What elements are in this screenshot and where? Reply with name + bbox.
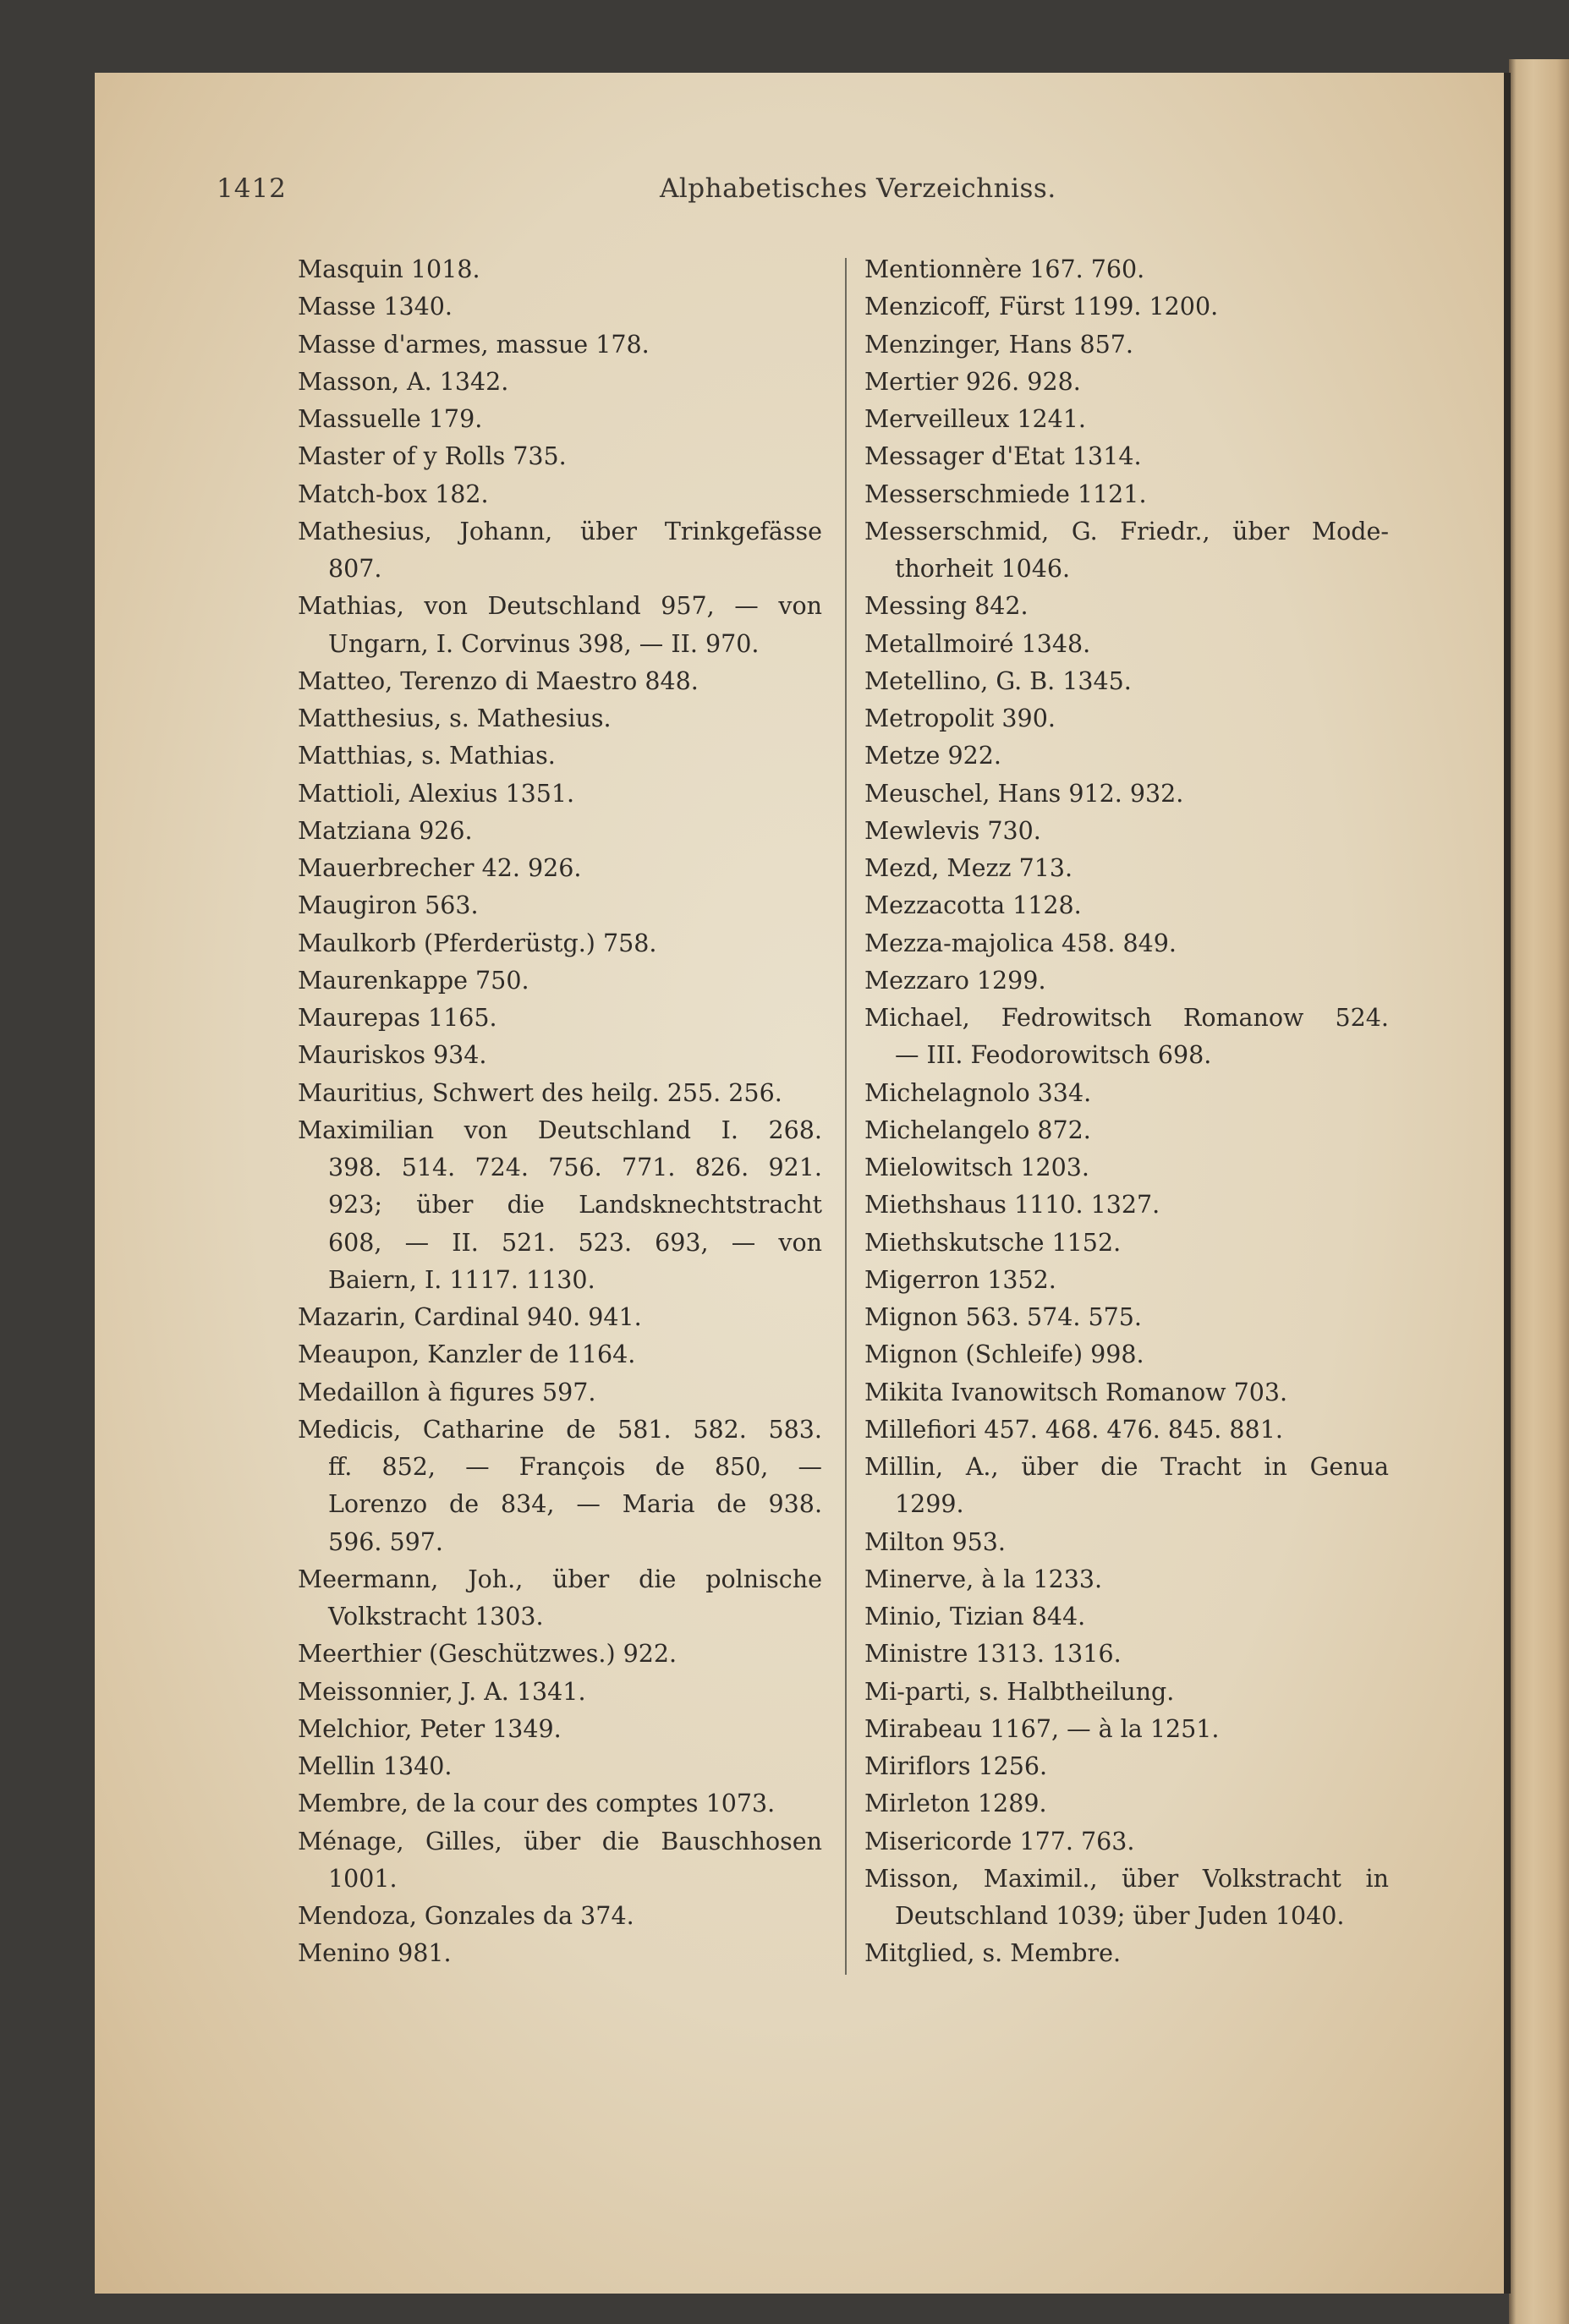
index-entry-line: Mertier 926. 928. <box>864 367 1081 396</box>
index-entry <box>864 1112 1389 1149</box>
index-entry <box>864 1225 1389 1262</box>
index-entry <box>864 1075 1389 1112</box>
index-entry-line: Mikita Ivanowitsch Romanow 703. <box>864 1378 1288 1406</box>
index-entry-line: Mirabeau 1167, — à la 1251. <box>864 1714 1220 1743</box>
index-entry <box>864 663 1389 700</box>
index-entry-line: Mezzacotta 1128. <box>864 891 1082 920</box>
index-entry <box>298 1000 822 1037</box>
index-entry <box>298 1075 822 1112</box>
index-entry <box>298 1636 822 1673</box>
index-entry <box>864 813 1389 850</box>
index-entry <box>864 1674 1389 1711</box>
index-entry-line: Meerthier (Geschützwes.) 922. <box>298 1640 678 1669</box>
index-entry <box>864 1262 1389 1299</box>
index-entry-line: Mauerbrecher 42. 926. <box>298 854 582 882</box>
index-entry <box>298 1037 822 1074</box>
index-entry <box>298 1823 822 1899</box>
index-entry-line: Mauriskos 934. <box>298 1041 487 1070</box>
index-entry <box>864 1374 1389 1411</box>
index-entry-line: Messerschmid, G. Friedr., über Mode- <box>864 517 1389 545</box>
index-entry <box>298 813 822 850</box>
index-entry <box>298 1785 822 1822</box>
index-entry-line: Mi-parti, s. Halbtheilung. <box>864 1677 1175 1706</box>
index-entry-continuation: Lorenzo de 834, — Maria de 938. <box>328 1490 822 1519</box>
index-entry-line: Messing 842. <box>864 592 1029 621</box>
index-entry-line: Messerschmiede 1121. <box>864 480 1147 508</box>
index-entry <box>864 1823 1389 1861</box>
index-entry <box>298 887 822 924</box>
page-edge-shadow <box>1504 73 1511 2294</box>
index-entry <box>298 251 822 288</box>
index-entry-line: Millin, A., über die Tracht in Genua <box>864 1453 1389 1481</box>
index-entry <box>864 1935 1389 1972</box>
running-title: Alphabetisches Verzeichniss. <box>660 173 1056 204</box>
index-entry <box>298 364 822 401</box>
index-entry-line: Matziana 926. <box>298 816 473 845</box>
index-entry-line: Miethskutsche 1152. <box>864 1228 1122 1257</box>
index-entry <box>864 626 1389 663</box>
index-entry-line: Metallmoiré 1348. <box>864 629 1091 658</box>
column-divider <box>845 258 847 1975</box>
page-number: 1412 <box>217 173 287 204</box>
index-entry-line: Mezzaro 1299. <box>864 966 1046 995</box>
index-entry-line: Masse 1340. <box>298 293 453 321</box>
index-entry <box>298 1748 822 1785</box>
index-entry <box>864 776 1389 813</box>
index-entry <box>298 962 822 1000</box>
index-entry <box>298 1935 822 1972</box>
index-entry-line: Menino 981. <box>298 1939 452 1968</box>
index-entry-line: Mirleton 1289. <box>864 1790 1047 1818</box>
index-entry <box>298 1299 822 1336</box>
index-entry <box>864 1524 1389 1561</box>
index-entry <box>864 925 1389 962</box>
index-entry-line: Ministre 1313. 1316. <box>864 1640 1122 1669</box>
index-entry-continuation: 923; über die Landsknechtstracht <box>328 1191 822 1220</box>
index-entry-line: Mattioli, Alexius 1351. <box>298 779 575 808</box>
index-entry <box>864 700 1389 737</box>
index-entry <box>864 1449 1389 1524</box>
index-entry-line: Mezza-majolica 458. 849. <box>864 929 1177 957</box>
index-entry-continuation: 398. 514. 724. 756. 771. 826. 921. <box>328 1154 822 1181</box>
index-entry-line: Metze 922. <box>864 742 1001 770</box>
index-entry-line: Messager d'Etat 1314. <box>864 442 1142 471</box>
index-entry-continuation: 608, — II. 521. 523. 693, — von <box>328 1228 822 1257</box>
index-entry-line: Migerron 1352. <box>864 1265 1056 1294</box>
index-entry-line: Ménage, Gilles, über die Bauschhosen <box>298 1827 822 1855</box>
index-entry-line: Metropolit 390. <box>864 704 1056 732</box>
index-entry <box>864 1336 1389 1373</box>
index-column-left <box>298 251 822 1973</box>
index-entry-line: Millefiori 457. 468. 476. 845. 881. <box>864 1415 1283 1444</box>
index-entry <box>298 476 822 513</box>
index-entry-line: Meuschel, Hans 912. 932. <box>864 779 1184 808</box>
index-entry <box>298 850 822 887</box>
index-entry-line: Master of y Rolls 735. <box>298 442 567 471</box>
index-entry <box>864 1561 1389 1598</box>
index-entry-continuation: ff. 852, — François de 850, — <box>328 1453 822 1481</box>
index-entry-line: Maurepas 1165. <box>298 1004 497 1032</box>
index-entry <box>864 476 1389 513</box>
index-entry <box>298 588 822 663</box>
index-entry-line: Mathesius, Johann, über Trinkgefässe <box>298 517 822 545</box>
index-entry-line: Metellino, G. B. 1345. <box>864 666 1132 695</box>
index-entry-line: Miriflors 1256. <box>864 1752 1048 1780</box>
index-entry-line: Medaillon à figures 597. <box>298 1378 596 1406</box>
index-entry-continuation: Deutschland 1039; über Juden 1040. <box>895 1902 1345 1930</box>
index-entry-line: Meaupon, Kanzler de 1164. <box>298 1340 636 1369</box>
index-entry-line: Milton 953. <box>864 1527 1006 1556</box>
index-entry <box>298 1561 822 1636</box>
index-entry-line: Michelangelo 872. <box>864 1115 1091 1144</box>
index-entry-continuation: Ungarn, I. Corvinus 398, — II. 970. <box>328 629 760 658</box>
index-entry <box>864 1598 1389 1636</box>
index-entry-line: Misericorde 177. 763. <box>864 1827 1135 1855</box>
index-entry-continuation: 596. 597. <box>328 1527 443 1556</box>
index-entry-line: Mazarin, Cardinal 940. 941. <box>298 1303 642 1331</box>
index-entry-line: Mewlevis 730. <box>864 816 1041 845</box>
index-entry-line: Michael, Fedrowitsch Romanow 524. <box>864 1004 1389 1032</box>
index-entry-line: Maulkorb (Pferderüstg.) 758. <box>298 929 657 957</box>
index-entry <box>864 251 1389 288</box>
index-entry <box>864 1411 1389 1449</box>
index-entry <box>864 962 1389 1000</box>
index-entry <box>864 1187 1389 1224</box>
index-entry-line: Mezd, Mezz 713. <box>864 854 1073 882</box>
index-entry <box>298 700 822 737</box>
index-entry-line: Menzicoff, Fürst 1199. 1200. <box>864 293 1219 321</box>
index-column-right <box>864 251 1389 1973</box>
index-entry-line: Meissonnier, J. A. 1341. <box>298 1677 586 1706</box>
index-entry-line: Merveilleux 1241. <box>864 405 1086 433</box>
index-entry <box>298 1411 822 1561</box>
index-entry-line: Maximilian von Deutschland I. 268. <box>298 1115 822 1144</box>
page-header <box>0 173 1569 216</box>
index-entry-continuation: 1001. <box>328 1864 398 1893</box>
index-entry <box>864 1711 1389 1748</box>
index-entry <box>298 663 822 700</box>
index-entry <box>298 1674 822 1711</box>
index-entry <box>864 1861 1389 1936</box>
index-entry-line: Match-box 182. <box>298 480 489 508</box>
index-entry-continuation: thorheit 1046. <box>895 555 1071 583</box>
index-entry <box>864 887 1389 924</box>
index-entry <box>864 1000 1389 1075</box>
index-entry-line: Mignon (Schleife) 998. <box>864 1340 1144 1369</box>
index-entry <box>864 326 1389 364</box>
index-entry <box>864 850 1389 887</box>
index-entry <box>864 737 1389 775</box>
index-entry <box>298 401 822 438</box>
index-entry <box>298 737 822 775</box>
index-entry-line: Masquin 1018. <box>298 255 480 283</box>
index-entry-line: Membre, de la cour des comptes 1073. <box>298 1790 776 1818</box>
index-entry-line: Melchior, Peter 1349. <box>298 1714 562 1743</box>
index-entry <box>298 776 822 813</box>
index-entry-line: Medicis, Catharine de 581. 582. 583. <box>298 1415 822 1444</box>
index-entry <box>298 438 822 475</box>
adjacent-page-edge <box>1509 59 1569 2324</box>
index-entry-line: Maurenkappe 750. <box>298 966 529 995</box>
index-entry <box>298 1711 822 1748</box>
index-entry-line: Meermann, Joh., über die polnische <box>298 1565 822 1593</box>
index-entry-line: Mielowitsch 1203. <box>864 1154 1089 1181</box>
index-entry <box>864 438 1389 475</box>
index-entry <box>298 1898 822 1935</box>
index-entry <box>864 1149 1389 1187</box>
index-entry <box>298 1112 822 1299</box>
index-entry-line: Minio, Tizian 844. <box>864 1603 1086 1631</box>
index-entry-line: Maugiron 563. <box>298 891 479 920</box>
index-entry-line: Mauritius, Schwert des heilg. 255. 256. <box>298 1078 782 1107</box>
index-entry-line: Masse d'armes, massue 178. <box>298 330 650 359</box>
index-entry <box>864 513 1389 589</box>
index-entry-line: Masson, A. 1342. <box>298 367 509 396</box>
index-entry-line: Matteo, Terenzo di Maestro 848. <box>298 666 699 695</box>
index-entry-line: Mentionnère 167. 760. <box>864 255 1145 283</box>
index-entry-continuation: Baiern, I. 1117. 1130. <box>328 1265 595 1294</box>
index-entry-line: Mitglied, s. Membre. <box>864 1939 1122 1968</box>
index-entry-line: Menzinger, Hans 857. <box>864 330 1133 359</box>
index-entry-continuation: 1299. <box>895 1490 964 1519</box>
index-entry <box>298 1336 822 1373</box>
index-entry <box>864 1785 1389 1822</box>
index-entry-continuation: 807. <box>328 555 382 583</box>
index-entry-line: Miethshaus 1110. 1327. <box>864 1191 1160 1220</box>
index-entry-line: Mignon 563. 574. 575. <box>864 1303 1142 1331</box>
index-entry-continuation: — III. Feodorowitsch 698. <box>895 1041 1212 1070</box>
index-entry-continuation: Volkstracht 1303. <box>328 1603 544 1631</box>
index-entry-line: Matthias, s. Mathias. <box>298 742 556 770</box>
index-entry-line: Michelagnolo 334. <box>864 1078 1092 1107</box>
index-entry-line: Misson, Maximil., über Volkstracht in <box>864 1864 1389 1893</box>
index-entry <box>298 1374 822 1411</box>
index-entry-line: Mendoza, Gonzales da 374. <box>298 1902 634 1930</box>
index-entry-line: Massuelle 179. <box>298 405 483 433</box>
index-entry-line: Minerve, à la 1233. <box>864 1565 1103 1593</box>
index-entry <box>864 288 1389 326</box>
index-entry <box>864 364 1389 401</box>
index-entry <box>298 288 822 326</box>
index-entry <box>864 1748 1389 1785</box>
index-entry <box>298 513 822 589</box>
index-entry-line: Matthesius, s. Mathesius. <box>298 704 612 732</box>
index-entry <box>864 1636 1389 1673</box>
index-entry <box>864 1299 1389 1336</box>
index-entry <box>864 401 1389 438</box>
index-entry <box>298 326 822 364</box>
index-entry <box>298 925 822 962</box>
index-entry-line: Mellin 1340. <box>298 1752 453 1780</box>
index-entry <box>864 588 1389 625</box>
index-entry-line: Mathias, von Deutschland 957, — von <box>298 592 822 621</box>
